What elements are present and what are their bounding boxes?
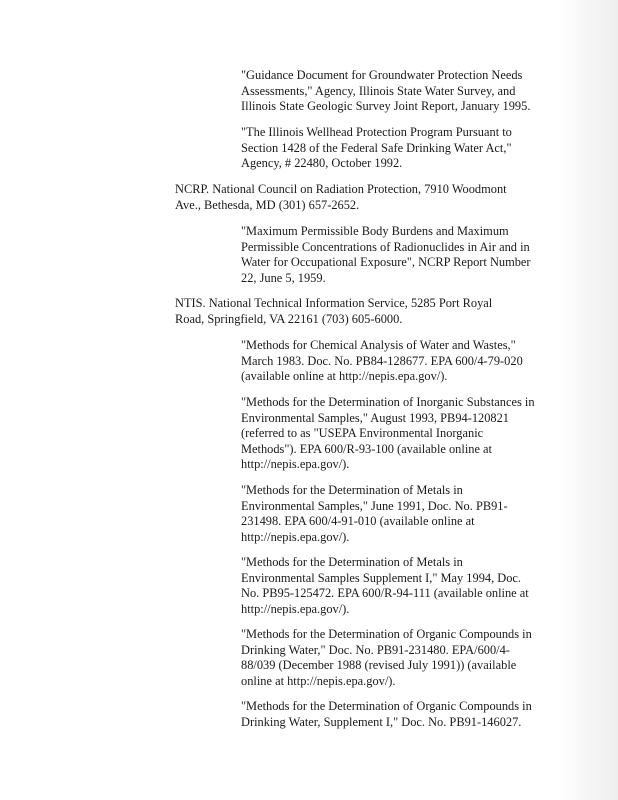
text-line: (available online at http://nepis.epa.gov/). bbox=[241, 369, 448, 383]
text-line: Permissible Concentrations of Radionuclides in Air and in bbox=[241, 239, 530, 254]
text-line: "Methods for the Determination of Organic Compounds in bbox=[241, 627, 532, 641]
text-line: (referred to as "USEPA Environmental Inorganic bbox=[241, 426, 484, 440]
reference-entry-chemical-analysis bbox=[241, 338, 523, 385]
text-line: "The Illinois Wellhead Protection Program Pursuant to bbox=[241, 125, 512, 139]
text-line: Drinking Water," Doc. No. PB91-231480. EPA/600/4- bbox=[241, 642, 510, 657]
text-line: Assessments," Agency, Illinois State Water Survey, and bbox=[241, 83, 516, 98]
text-line: NTIS. National Technical Information Service, 5285 Port Royal bbox=[175, 296, 493, 310]
text-line: 231498. EPA 600/4-91-010 (available online at bbox=[241, 514, 475, 528]
text-line: http://nepis.epa.gov/). bbox=[241, 457, 350, 471]
text-line: Agency, # 22480, October 1992. bbox=[241, 156, 403, 170]
text-line: Drinking Water, Supplement I," Doc. No. PB91-146027. bbox=[241, 714, 522, 729]
text-line: 22, June 5, 1959. bbox=[241, 270, 326, 285]
text-line: 88/039 (December 1988 (revised July 1991)) (available bbox=[241, 658, 517, 672]
reference-entry-inorganic-substances bbox=[241, 395, 535, 473]
reference-entry-ncrp-report bbox=[241, 224, 531, 286]
text-line: "Methods for the Determination of Metals in bbox=[241, 555, 463, 569]
reference-entry-organic-compounds bbox=[241, 627, 532, 689]
text-line: "Methods for the Determination of Metals in bbox=[241, 483, 463, 497]
text-line: http://nepis.epa.gov/). bbox=[241, 529, 350, 544]
text-line: Water for Occupational Exposure", NCRP Report Number bbox=[241, 255, 531, 269]
reference-entry-metals bbox=[241, 483, 508, 545]
text-line: March 1983. Doc. No. PB84-128677. EPA 600/4-79-020 bbox=[241, 353, 523, 368]
text-line: Methods"). EPA 600/R-93-100 (available online at bbox=[241, 441, 492, 456]
text-line: NCRP. National Council on Radiation Protection, 7910 Woodmont bbox=[175, 182, 507, 196]
reference-entry-organic-supplement bbox=[241, 699, 532, 730]
text-line: http://nepis.epa.gov/). bbox=[241, 601, 350, 616]
text-line: "Guidance Document for Groundwater Protection Needs bbox=[241, 68, 523, 82]
reference-entry-wellhead-program bbox=[241, 125, 512, 172]
text-line: Illinois State Geologic Survey Joint Report, January 1995. bbox=[241, 99, 531, 113]
text-line: Environmental Samples," June 1991, Doc. No. PB91- bbox=[241, 498, 508, 513]
text-line: Environmental Samples Supplement I," May 1994, Doc. bbox=[241, 570, 522, 585]
source-ncrp bbox=[175, 182, 507, 213]
reference-entry-metals-supplement bbox=[241, 555, 529, 617]
text-line: "Methods for Chemical Analysis of Water and Wastes," bbox=[241, 338, 516, 352]
text-line: Ave., Bethesda, MD (301) 657-2652. bbox=[175, 197, 360, 212]
text-line: Road, Springfield, VA 22161 (703) 605-6000. bbox=[175, 311, 403, 326]
text-line: "Methods for the Determination of Inorganic Substances in bbox=[241, 395, 535, 409]
text-line: "Maximum Permissible Body Burdens and Maximum bbox=[241, 224, 509, 238]
text-line: "Methods for the Determination of Organic Compounds in bbox=[241, 699, 532, 713]
text-line: No. PB95-125472. EPA 600/R-94-111 (available online at bbox=[241, 586, 529, 600]
text-line: Environmental Samples," August 1993, PB94-120821 bbox=[241, 410, 510, 425]
text-line: online at http://nepis.epa.gov/). bbox=[241, 673, 396, 688]
text-line: Section 1428 of the Federal Safe Drinking Water Act," bbox=[241, 140, 512, 155]
reference-entry-groundwater-guidance bbox=[241, 68, 530, 115]
source-ntis bbox=[175, 296, 492, 327]
page-edge-shadow bbox=[558, 0, 618, 800]
